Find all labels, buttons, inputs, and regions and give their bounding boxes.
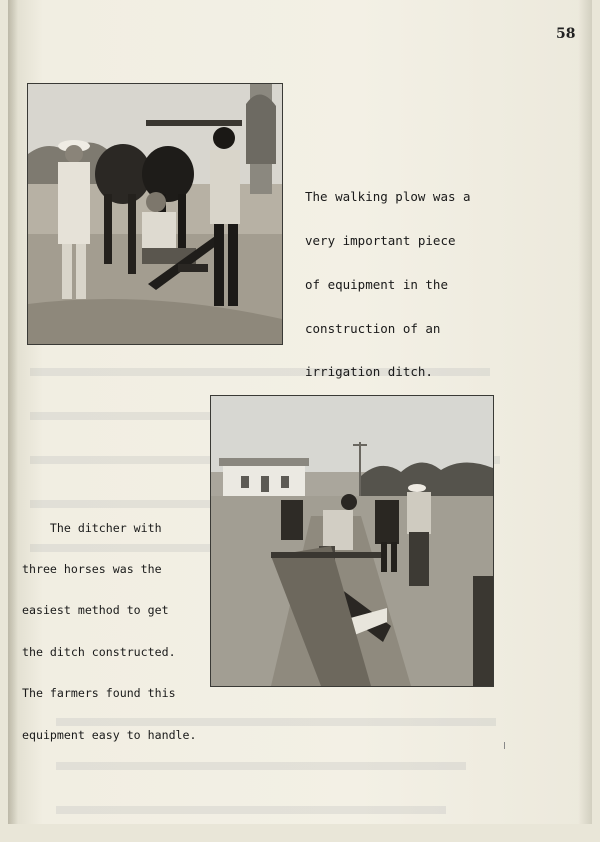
caption-line: very important piece <box>305 232 456 248</box>
caption-line: The ditcher with <box>22 520 162 535</box>
caption-line: easiest method to get <box>22 603 169 618</box>
caption-line: irrigation ditch. <box>305 364 433 380</box>
walking-plow-photo <box>28 84 282 344</box>
binding-shadow <box>8 0 18 824</box>
ditcher-photo <box>211 396 493 686</box>
page-edge <box>578 0 592 824</box>
caption-line: equipment easy to handle. <box>22 727 197 742</box>
document-page <box>8 0 592 824</box>
caption-line: The farmers found this <box>22 686 176 701</box>
caption-line: The walking plow was a <box>305 189 471 205</box>
caption-line: the ditch constructed. <box>22 644 176 659</box>
page-number: 58 <box>556 26 576 42</box>
caption-line: of equipment in the <box>305 276 448 292</box>
ditcher-caption <box>22 494 197 770</box>
caption-line: construction of an <box>305 320 441 336</box>
caption-line: three horses was the <box>22 561 162 576</box>
pencil-mark <box>504 742 505 749</box>
